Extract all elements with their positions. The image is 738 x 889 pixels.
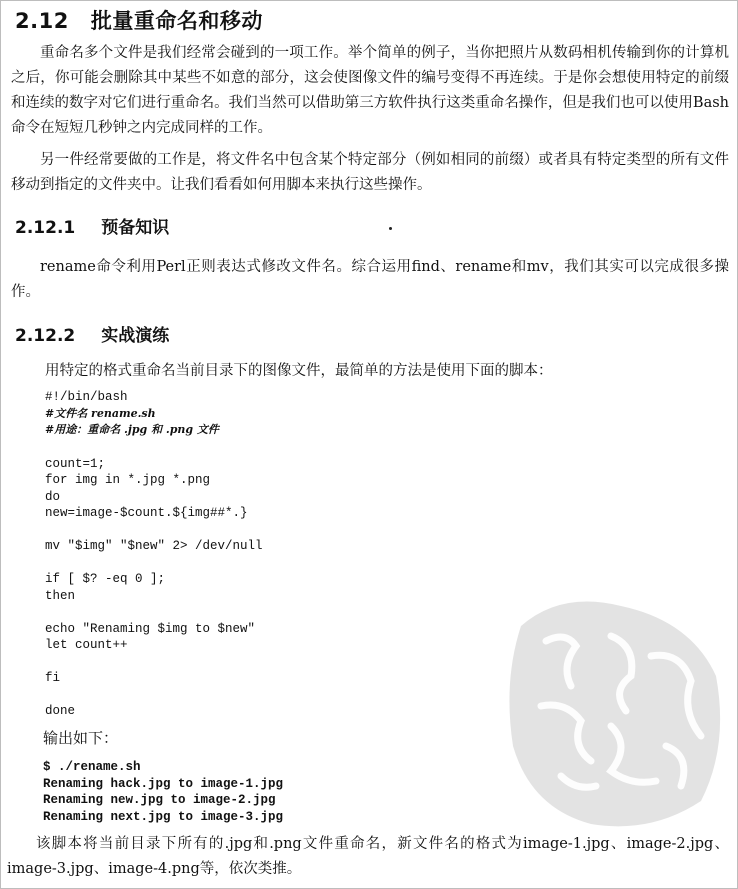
subsection-number: 2.12.2	[15, 326, 76, 346]
practice-paragraph: 用特定的格式重命名当前目录下的图像文件，最简单的方法是使用下面的脚本：	[45, 363, 553, 379]
output-label: 输出如下：	[43, 729, 119, 747]
subsection-title: 预备知识	[101, 218, 170, 238]
code-block: count=1; for img in *.jpg *.png do new=image-$count.${img##*.} mv "$img" "$new" 2> /dev/null if [ $? -eq 0 ]; then echo "Renaming $img to $new" let count++ fi done	[45, 456, 263, 718]
section-title: 批量重命名和移动	[90, 9, 263, 33]
subsection-heading-practice	[15, 321, 169, 346]
intro-paragraph-2: 另一件经常要做的工作是，将文件名中包含某个特定部分（例如相同的前缀）或者具有特定类型的所有文件移动到指定的文件夹中。让我们看看如何用脚本来执行这些操作。	[11, 152, 729, 193]
section-heading	[15, 5, 263, 35]
stray-dot	[389, 227, 392, 230]
closing-paragraph: 该脚本将当前目录下所有的.jpg和.png文件重命名，新文件名的格式为image-1.jpg、image-2.jpg、image-3.jpg、image-4.png等，依次类推。	[7, 836, 729, 877]
code-comment-filename: #文件名 rename.sh	[45, 406, 156, 420]
section-number: 2.12	[15, 9, 69, 33]
subsection-heading-prereq	[15, 213, 169, 238]
intro-paragraph-1: 重命名多个文件是我们经常会碰到的一项工作。举个简单的例子，当你把照片从数码相机传输到你的计算机之后，你可能会删除其中某些不如意的部分，这会使图像文件的编号变得不再连续。于是你会想使用特定的前缀和连续的数字对它们进行重命名。我们当然可以借助第三方软件执行这类重命名操作，但是我们也可以使用Bash命令在短短几秒钟之内完成同样的工作。	[11, 45, 729, 136]
code-comment-purpose: #用途：重命名 .jpg 和 .png 文件	[45, 423, 219, 436]
code-shebang: #!/bin/bash	[45, 390, 128, 404]
prereq-paragraph: rename命令利用Perl正则表达式修改文件名。综合运用find、rename和mv，我们其实可以完成很多操作。	[11, 259, 729, 300]
subsection-title: 实战演练	[101, 326, 170, 346]
output-block: $ ./rename.sh Renaming hack.jpg to image-1.jpg Renaming new.jpg to image-2.jpg Renaming next.jpg to image-3.jpg	[43, 760, 284, 824]
seal-watermark	[501, 586, 731, 836]
code-header	[45, 389, 219, 439]
subsection-number: 2.12.1	[15, 218, 76, 238]
